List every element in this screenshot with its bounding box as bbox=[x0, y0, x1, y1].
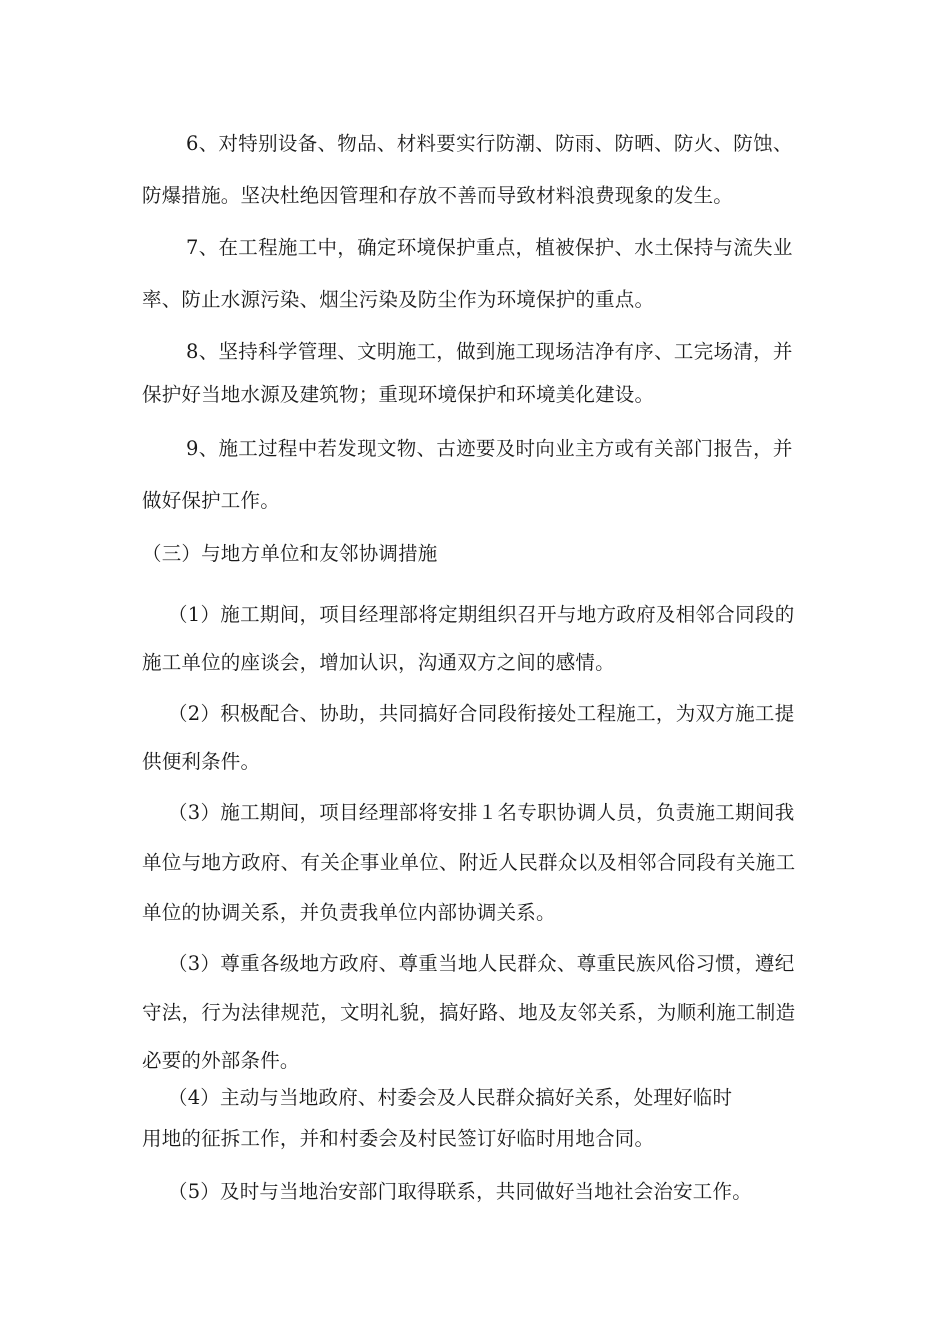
paragraph-8-line-1: 8、坚持科学管理、文明施工，做到施工现场洁净有序、工完场清，并 bbox=[186, 340, 793, 363]
item-3b-line-1: （3）尊重各级地方政府、尊重当地人民群众、尊重民族风俗习惯，遵纪 bbox=[168, 952, 795, 975]
item-1-line-2: 施工单位的座谈会，增加认识，沟通双方之间的感情。 bbox=[142, 651, 615, 674]
paragraph-7-line-1: 7、在工程施工中，确定环境保护重点，植被保护、水土保持与流失业 bbox=[186, 236, 793, 259]
item-3-line-1: （3）施工期间，项目经理部将安排１名专职协调人员，负责施工期间我 bbox=[168, 801, 795, 824]
item-1-line-1: （1）施工期间，项目经理部将定期组织召开与地方政府及相邻合同段的 bbox=[168, 603, 795, 626]
paragraph-7-line-2: 率、防止水源污染、烟尘污染及防尘作为环境保护的重点。 bbox=[142, 288, 655, 311]
item-4-line-1: （4）主动与当地政府、村委会及人民群众搞好关系，处理好临时 bbox=[168, 1086, 733, 1109]
item-3-line-3: 单位的协调关系，并负责我单位内部协调关系。 bbox=[142, 901, 556, 924]
item-2-line-1: （2）积极配合、协助，共同搞好合同段衔接处工程施工，为双方施工提 bbox=[168, 702, 795, 725]
item-3-line-2: 单位与地方政府、有关企事业单位、附近人民群众以及相邻合同段有关施工 bbox=[142, 851, 796, 874]
item-3b-line-3: 必要的外部条件。 bbox=[142, 1049, 300, 1072]
paragraph-8-line-2: 保护好当地水源及建筑物；重现环境保护和环境美化建设。 bbox=[142, 383, 655, 406]
paragraph-6-line-2: 防爆措施。坚决杜绝因管理和存放不善而导致材料浪费现象的发生。 bbox=[142, 184, 734, 207]
paragraph-6-line-1: 6、对特别设备、物品、材料要实行防潮、防雨、防晒、防火、防蚀、 bbox=[186, 132, 793, 155]
paragraph-9-line-2: 做好保护工作。 bbox=[142, 489, 280, 512]
paragraph-9-line-1: 9、施工过程中若发现文物、古迹要及时向业主方或有关部门报告，并 bbox=[186, 437, 793, 460]
item-2-line-2: 供便利条件。 bbox=[142, 750, 261, 773]
item-3b-line-2: 守法，行为法律规范，文明礼貌，搞好路、地及友邻关系，为顺利施工制造 bbox=[142, 1001, 796, 1024]
item-4-line-2: 用地的征拆工作，并和村委会及村民签订好临时用地合同。 bbox=[142, 1127, 655, 1150]
item-5-line-1: （5）及时与当地治安部门取得联系，共同做好当地社会治安工作。 bbox=[168, 1180, 752, 1203]
section-heading: （三）与地方单位和友邻协调措施 bbox=[142, 542, 438, 565]
